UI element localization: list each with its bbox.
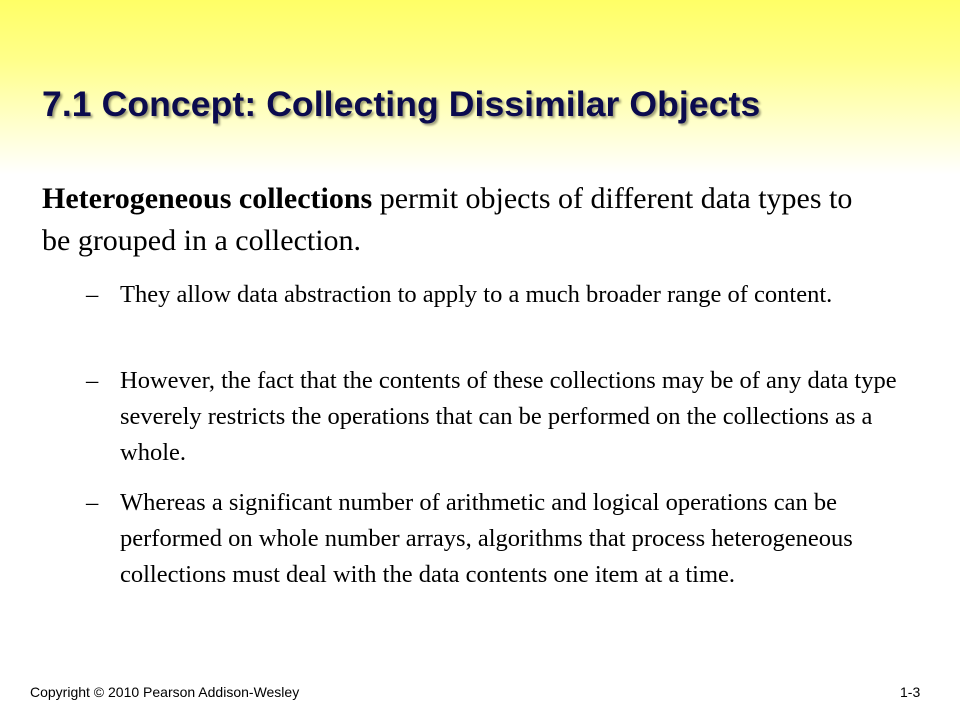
lead-text: permit objects of different data types to be grouped in a collection. (42, 182, 853, 257)
lead-paragraph (42, 178, 882, 262)
bullet-item (86, 277, 906, 313)
bullet-item (86, 363, 906, 471)
bullet-text: However, the fact that the contents of these collections may be of any data type severely restricts the operations that can be performed on the collections as a whole. (120, 367, 897, 466)
bullet-text: They allow data abstraction to apply to a much broader range of content. (120, 281, 833, 308)
bullet-text: Whereas a significant number of arithmetic and logical operations can be performed on whole number arrays, algorithms that process heterogeneous collections must deal with the data contents one item at a time. (120, 489, 853, 588)
copyright-notice: Copyright © 2010 Pearson Addison-Wesley (30, 684, 300, 700)
slide-title: 7.1 Concept: Collecting Dissimilar Objects (42, 84, 761, 124)
bullet-dash: – (86, 281, 99, 308)
bullet-dash: – (86, 367, 99, 394)
lead-term: Heterogeneous collections (42, 182, 373, 215)
bullet-dash: – (86, 489, 99, 516)
page-number: 1-3 (900, 684, 921, 700)
bullet-item (86, 485, 906, 593)
